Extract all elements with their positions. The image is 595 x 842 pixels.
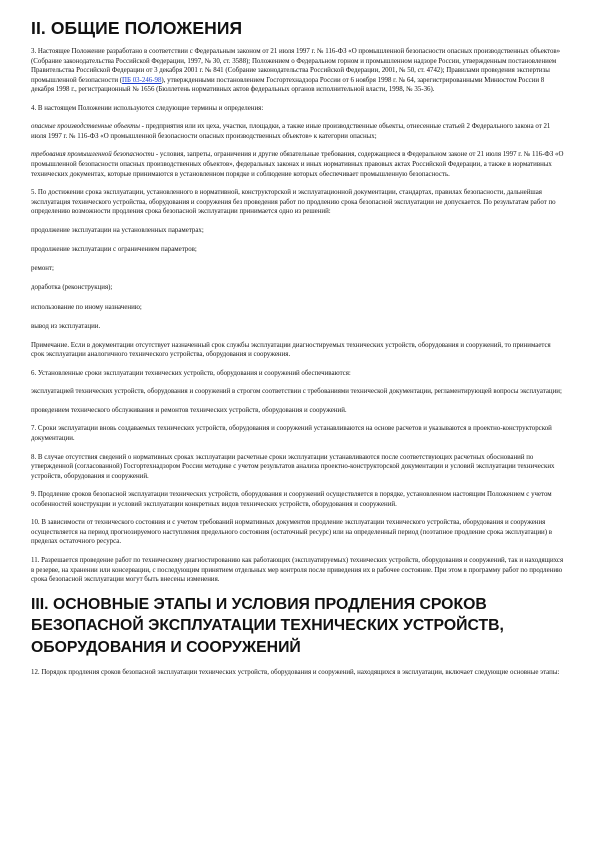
definition-safety-requirements-text: - условия, запреты, ограничения и другие обязательные требования, содержащиеся в Федеральном законе от 21 июля 1997 г. № 116-ФЗ «О промышленной безопасности опасных производственных объектов», федеральных законах и иных нормативных правовых актах Российской Федерации, а также в нормативных технических документах, которые принимаются в установленном порядке и соблюдение которых обеспечивает промышленную безопасность. <box>31 151 564 178</box>
term-safety-requirements: требования промышленной безопасности <box>31 151 155 159</box>
paragraph-7: 7. Сроки эксплуатации вновь создаваемых технических устройств, оборудования и сооружений устанавливаются на основе расчетов и указываются в проектно-конструкторской документации. <box>31 425 552 443</box>
provision-item: проведением технического обслуживания и ремонтов технических устройств, оборудования и сооружений. <box>31 406 347 414</box>
section-iii-heading: III. ОСНОВНЫЕ ЭТАПЫ И УСЛОВИЯ ПРОДЛЕНИЯ СРОКОВ БЕЗОПАСНОЙ ЭКСПЛУАТАЦИИ ТЕХНИЧЕСКИХ УСТРОЙСТВ, ОБОРУДОВАНИЯ И СООРУЖЕНИЙ <box>31 595 504 656</box>
paragraph-4-intro: 4. В настоящем Положении используются следующие термины и определения: <box>31 104 264 112</box>
definition-safety-requirements <box>31 150 565 179</box>
paragraph-3-text-after: ), утвержденными постановлением Госгортехнадзора России от 6 ноября 1998 г. № 64, зарегистрированными Минюстом России 8 декабря 1998 г., регистрационный № 1656 (Бюллетень нормативных актов федеральных органов исполнительной власти, 1998, № 35-36). <box>31 76 545 94</box>
paragraph-3-text-before: 3. Настоящее Положение разработано в соответствии с Федеральным законом от 21 июля 1997 г. № 116-ФЗ «О промышленной безопасности опасных производственных объектов» (Собрание законодательства Российской Федерации, 1997, № 30, ст. 3588); Положением о Федеральном горном и промышленном надзоре России, утвержденным постановлением Правительства Российской Федерации от 3 декабря 2001 г. № 841 (Собрание законодательства Российской Федерации, 2001, № 50, ст. 4742); Правилами проведения экспертизы промышленной безопасности ( <box>31 48 561 84</box>
provision-item: эксплуатацией технических устройств, оборудования и сооружений в строгом соответствии с требованиями технической документации, регламентирующей вопросы эксплуатации; <box>31 388 562 396</box>
paragraph-5-note: Примечание. Если в документации отсутствует назначенный срок службы эксплуатации диагностируемых технических устройств, оборудования и сооружений, то принимается срок эксплуатации аналогичного технического устройства, оборудования и сооружения. <box>31 341 551 359</box>
decision-item: продолжение эксплуатации на установленных параметрах; <box>31 226 204 234</box>
decision-item: использование по иному назначению; <box>31 303 142 311</box>
decision-item: доработка (реконструкция); <box>31 284 113 292</box>
decision-item: вывод из эксплуатации. <box>31 322 101 330</box>
section-ii-heading: II. ОБЩИЕ ПОЛОЖЕНИЯ <box>31 18 243 38</box>
definition-hazardous-objects <box>31 122 565 141</box>
paragraph-9: 9. Продление сроков безопасной эксплуатации технических устройств, оборудования и сооружений осуществляется в порядке, установленном настоящим Положением с учетом особенностей конструкции и условий эксплуатации конкретных видов технических устройств, оборудования и сооружений. <box>31 491 552 508</box>
decision-item: ремонт; <box>31 265 54 273</box>
paragraph-3 <box>31 47 565 95</box>
paragraph-11: 11. Разрешается проведение работ по техническому диагностированию как работающих (эксплуатируемых) технических устройств, оборудования и сооружений, так и находящихся в резерве, на хранении или консервации, с последующим принятием отдельных мер контроля после приведения их в рабочее состояние. При этом в программу работ по продлению срока безопасной эксплуатации могут быть внесены изменения. <box>31 556 564 584</box>
paragraph-6-intro: 6. Установленные сроки эксплуатации технических устройств, оборудования и сооружений обеспечиваются: <box>31 369 351 377</box>
paragraph-5: 5. По достижении срока эксплуатации, установленного в нормативной, конструкторской и эксплуатационной документации, стандартах, правилах безопасности, дальнейшая эксплуатация технического устройства, оборудования и сооружения без проведения работ по продлению срока безопасной эксплуатации не допускается. По результатам работ по определению возможности продления срока безопасной эксплуатации принимается одно из решений: <box>31 189 556 216</box>
paragraph-10: 10. В зависимости от технического состояния и с учетом требований нормативных документов продление эксплуатации технического устройства, оборудования и сооружения осуществляется на период прогнозируемого наступления предельного состояния (остаточный ресурс) или на определенный период (поэтапное продление срока эксплуатации) в пределах остаточного ресурса. <box>31 519 552 546</box>
paragraph-8: 8. В случае отсутствия сведений о нормативных сроках эксплуатации расчетные сроки эксплуатации устанавливаются после соответствующих расчетных обоснований по утвержденной (согласованной) Госгортехнадзором России методике с учетом результатов анализа проектно-конструкторской документации и условий эксплуатации технических устройств, оборудования и сооружений. <box>31 453 555 480</box>
term-hazardous-objects: опасные производственные объекты <box>31 123 140 131</box>
paragraph-12: 12. Порядок продления сроков безопасной эксплуатации технических устройств, оборудования и сооружений, находящихся в эксплуатации, включает следующие основные этапы: <box>31 669 560 677</box>
decision-item: продолжение эксплуатации с ограничением параметров; <box>31 245 197 253</box>
pb-03-246-98-link[interactable]: ПБ 03-246-98 <box>122 76 162 84</box>
definition-hazardous-objects-text: - предприятия или их цеха, участки, площадки, а также иные производственные объекты, отнесенные статьей 2 Федерального закона от 21 июля 1997 г. № 116-ФЗ «О промышленной безопасности опасных производственных объектов» к категории опасных; <box>31 123 551 140</box>
